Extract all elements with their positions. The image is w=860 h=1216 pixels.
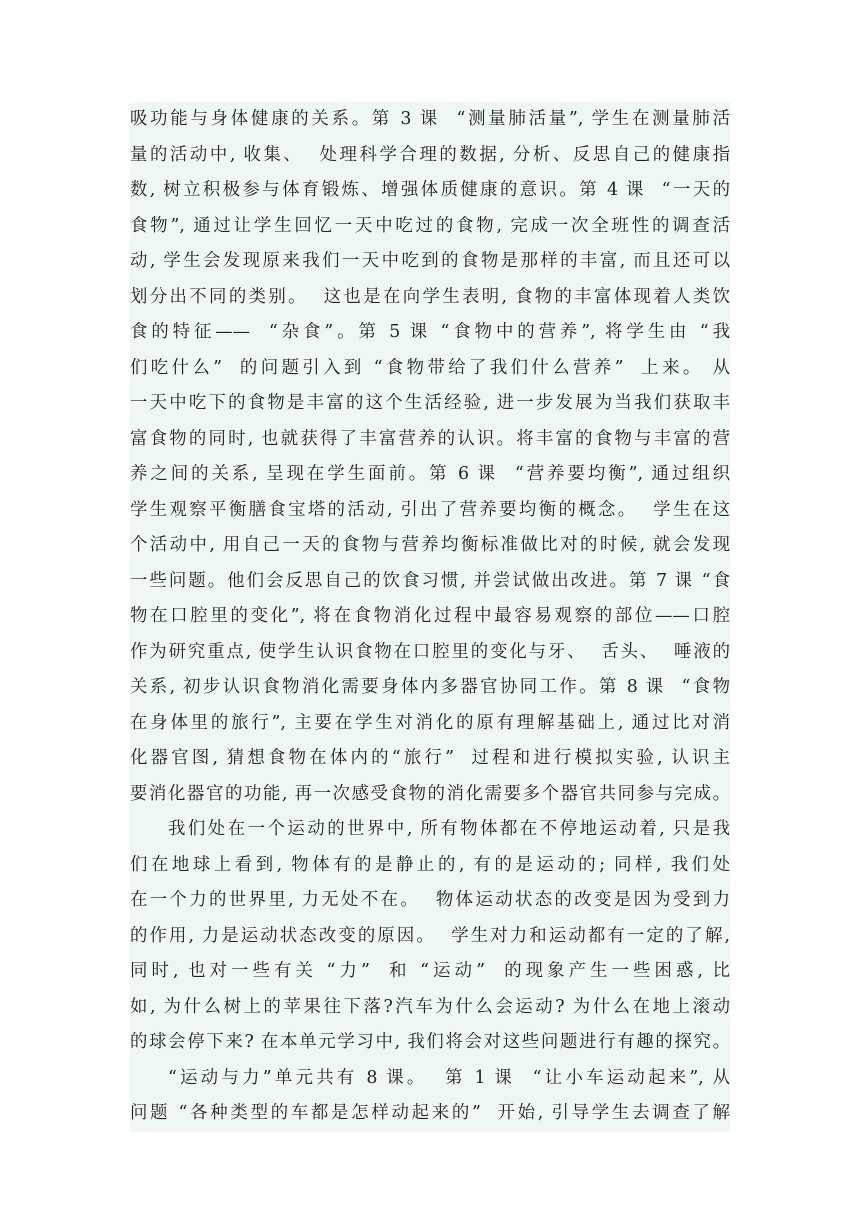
body-text [130,102,730,1132]
text-line: 关系, 初步认识食物消化需要身体内多器官协同工作。第 8 课 “食物 [130,677,730,697]
text-line: 划分出不同的类别。 这也是在向学生表明, 食物的丰富体现着人类饮 [130,286,730,307]
text-line: 化器官图, 猜想食物在体内的“旅行” 过程和进行模拟实验, 认识主 [130,748,730,768]
text-line: 数, 树立积极参与体育锻炼、增强体质健康的意识。第 4 课 “一天的 [130,180,730,200]
text-line: 要消化器官的功能, 再一次感受食物的消化需要多个器官共同参与完成。 [130,783,730,804]
text-line: 一天中吃下的食物是丰富的这个生活经验, 进一步发展为当我们获取丰 [130,393,730,413]
text-line: 食的特征—— “杂食”。第 5 课 “食物中的营养”, 将学生由 “我 [130,322,730,342]
text-line: 动, 学生会发现原来我们一天中吃到的食物是那样的丰富, 而且还可以 [130,251,730,271]
text-line: 富食物的同时, 也就获得了丰富营养的认识。将丰富的食物与丰富的营 [130,428,730,449]
text-line: 物在口腔里的变化”, 将在食物消化过程中最容易观察的部位——口腔 [130,606,730,626]
text-line: 养之间的关系, 呈现在学生面前。第 6 课 “营养要均衡”, 通过组织 [130,464,730,484]
text-line: 在身体里的旅行”, 主要在学生对消化的原有理解基础上, 通过比对消 [130,712,730,733]
text-line: 作为研究重点, 使学生认识食物在口腔里的变化与牙、 舌头、 唾液的 [130,641,730,662]
text-line: 吸功能与身体健康的关系。第 3 课 “测量肺活量”, 学生在测量肺活 [130,109,730,129]
text-line: 问题 “各种类型的车都是怎样动起来的” 开始, 引导学生去调查了解 [130,1103,730,1123]
text-line: 食物”, 通过让学生回忆一天中吃过的食物, 完成一次全班性的调查活 [130,215,730,236]
text-line: 们吃什么” 的问题引入到 “食物带给了我们什么营养” 上来。 从 [130,357,730,378]
text-line: “运动与力”单元共有 8 课。 第 1 课 “让小车运动起来”, 从 [168,1067,730,1088]
text-line: 在一个力的世界里, 力无处不在。 物体运动状态的改变是因为受到力 [130,890,730,910]
text-line: 同时, 也对一些有关 “力” 和 “运动” 的现象产生一些困惑, 比 [130,961,730,981]
text-line: 个活动中, 用自己一天的食物与营养均衡标准做比对的时候, 就会发现 [130,535,730,555]
text-line: 一些问题。他们会反思自己的饮食习惯, 并尝试做出改进。第 7 课 “食 [130,570,730,591]
text-line: 量的活动中, 收集、 处理科学合理的数据, 分析、反思自己的健康指 [130,144,730,165]
text-line: 如, 为什么树上的苹果往下落?汽车为什么会运动? 为什么在地上滚动 [130,996,730,1017]
text-line: 的球会停下来? 在本单元学习中, 我们将会对这些问题进行有趣的探究。 [130,1032,730,1052]
text-line: 们在地球上看到, 物体有的是静止的, 有的是运动的; 同样, 我们处 [130,854,730,875]
text-line: 我们处在一个运动的世界中, 所有物体都在不停地运动着, 只是我 [168,819,730,839]
text-line: 的作用, 力是运动状态改变的原因。 学生对力和运动都有一定的了解, [130,925,730,946]
text-line: 学生观察平衡膳食宝塔的活动, 引出了营养要均衡的概念。 学生在这 [130,499,730,520]
